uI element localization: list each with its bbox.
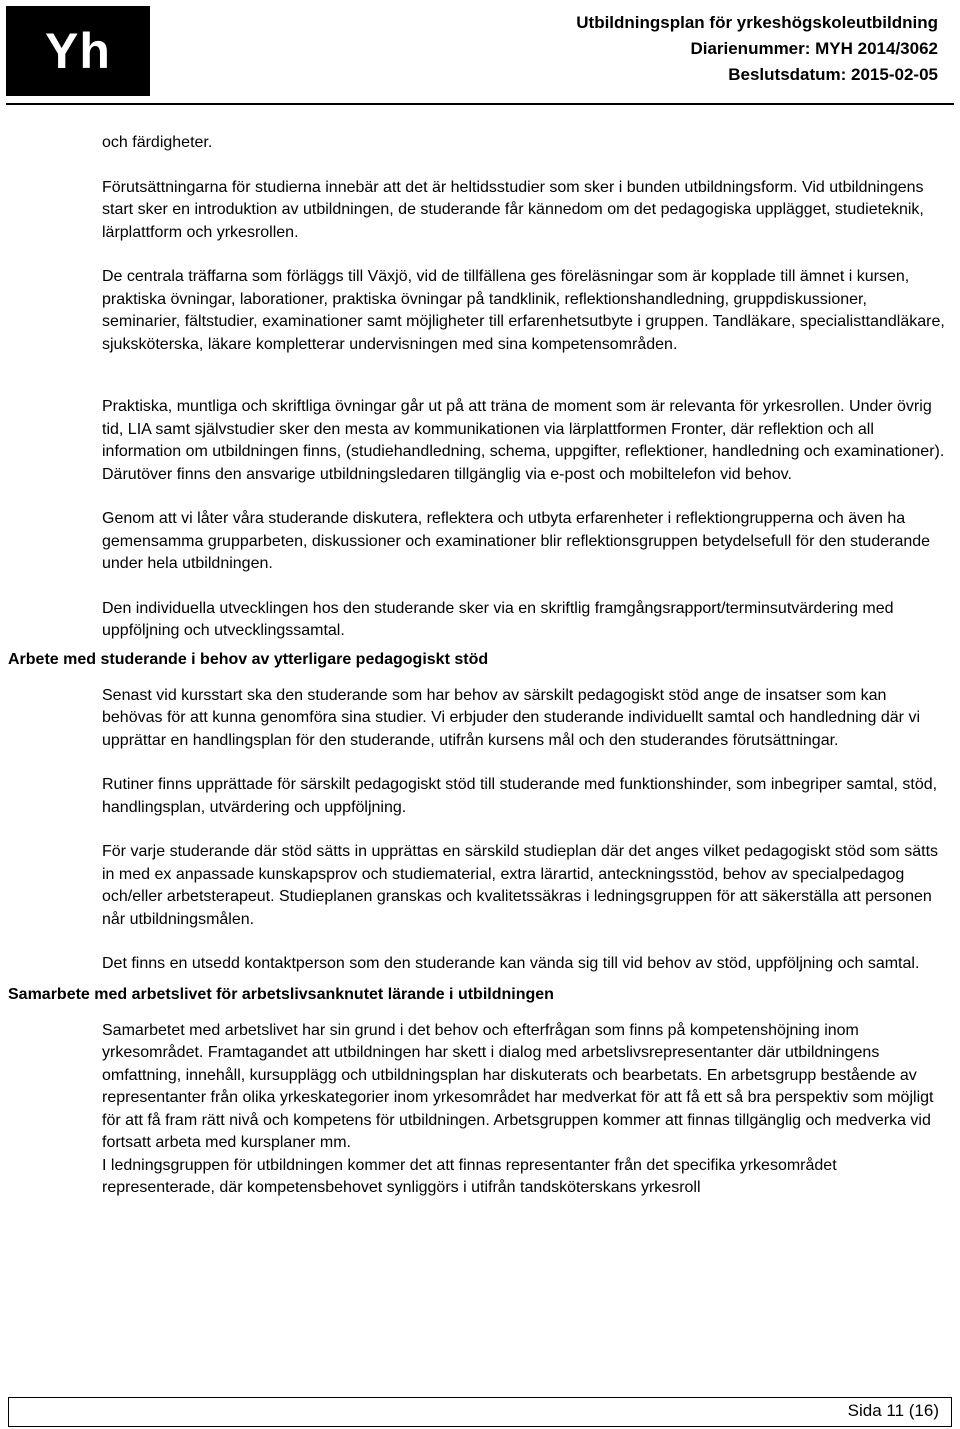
paragraph: och färdigheter. xyxy=(102,134,213,151)
paragraph: Senast vid kursstart ska den studerande som har behov av särskilt pedagogiskt stöd ange de insatser som kan behövas för att kunna genomföra sina studier. Vi erbjuder den studerande individuellt samtal och handledning där vi upprättar en handlingsplan för den studerande, utifrån kursens mål och den studerandes förutsättningar. xyxy=(102,686,921,749)
document-title: Utbildningsplan för yrkeshögskoleutbildning xyxy=(576,13,938,32)
paragraph: För varje studerande där stöd sätts in upprättas en särskild studieplan där det anges vilket pedagogiskt stöd som sätts in med ex anpassade kunskapsprov och studiematerial, extra lärartid, anteckningsstöd, behov av specialpedagog och/eller arbetsterapeut. Studieplanen granskas och kvalitetssäkras i ledningsgruppen för att säkerställa att personen når utbildningsmålen. xyxy=(102,843,939,928)
diarienummer: Diarienummer: MYH 2014/3062 xyxy=(690,39,938,58)
header-divider xyxy=(6,103,954,105)
paragraph: Den individuella utvecklingen hos den studerande sker via en skriftlig framgångsrapport/terminsutvärdering med uppföljning och utvecklingssamtal. xyxy=(102,599,894,639)
page-header xyxy=(0,0,960,112)
section-heading-work-life: Samarbete med arbetslivet för arbetslivsanknutet lärande i utbildningen xyxy=(8,985,554,1003)
paragraph: Genom att vi låter våra studerande diskutera, reflektera och utbyta erfarenheter i reflektiongrupperna och även ha gemensamma grupparbeten, diskussioner och examinationer blir reflektionsgruppen betydelsefull för den studerande under hela utbildningen. xyxy=(102,510,931,572)
paragraph: Förutsättningarna för studierna innebär att det är heltidsstudier som sker i bunden utbildningsform. Vid utbildningens start sker en introduktion av utbildningen, de studerande får kännedom om det pedagogiska upplägget, studieteknik, lärplattform och yrkesrollen. xyxy=(102,178,924,241)
paragraph: I ledningsgruppen för utbildningen kommer det att finnas representanter från det specifika yrkesområdet representerade, där kompetensbehovet synliggörs i utifrån tandsköterskans yrkesroll xyxy=(102,1156,837,1196)
paragraph: Praktiska, muntliga och skriftliga övningar går ut på att träna de moment som är relevanta för yrkesrollen. Under övrig tid, LIA samt självstudier sker den mesta av kommunikationen via lärplattformen Fronter, där reflektion och all information om utbildningen finns, (studiehandledning, schema, uppgifter, reflektioner, handledning och examinationer). Därutöver finns den ansvarige utbildningsledaren tillgänglig via e-post och mobiltelefon vid behov. xyxy=(102,398,945,483)
section-heading-support: Arbete med studerande i behov av ytterligare pedagogiskt stöd xyxy=(8,650,489,668)
page-footer xyxy=(8,1397,952,1427)
page-number: Sida 11 (16) xyxy=(847,1401,939,1420)
paragraph: De centrala träffarna som förläggs till Växjö, vid de tillfällena ges föreläsningar som är kopplade till ämnet i kursen, praktiska övningar, laborationer, praktiska övningar på tandklinik, reflektionshandledning, gruppdiskussioner, seminarier, fältstudier, examinationer samt möjligheter till erfarenhetsutbyte i gruppen. Tandläkare, specialisttandläkare, sjuksköterska, läkare kompletterar undervisningen med sina kompetensområden. xyxy=(102,268,945,353)
header-info xyxy=(576,10,938,88)
paragraph: Det finns en utsedd kontaktperson som den studerande kan vända sig till vid behov av stöd, uppföljning och samtal. xyxy=(102,955,920,972)
paragraph: Rutiner finns upprättade för särskilt pedagogiskt stöd till studerande med funktionshinder, som inbegriper samtal, stöd, handlingsplan, utvärdering och uppföljning. xyxy=(102,776,938,816)
beslutsdatum: Beslutsdatum: 2015-02-05 xyxy=(728,65,938,84)
yh-logo: Yh xyxy=(6,6,150,96)
document-body xyxy=(0,132,960,1200)
paragraph: Samarbetet med arbetslivet har sin grund i det behov och efterfrågan som finns på kompetenshöjning inom yrkesområdet. Framtagandet att utbildningen har skett i dialog med arbetslivsrepresentanter där utbildningens omfattning, innehåll, kursupplägg och utbildningsplan har diskuterats och bearbetats. En arbetsgrupp bestående av representanter från olika yrkeskategorier inom yrkesområdet har medverkat för att få ett så bra perspektiv som möjligt för att få fram rätt nivå och kompetens för utbildningen. Arbetsgruppen kommer att finnas tillgänglig och medverka vid fortsatt arbeta med kursplaner mm. xyxy=(102,1021,934,1151)
